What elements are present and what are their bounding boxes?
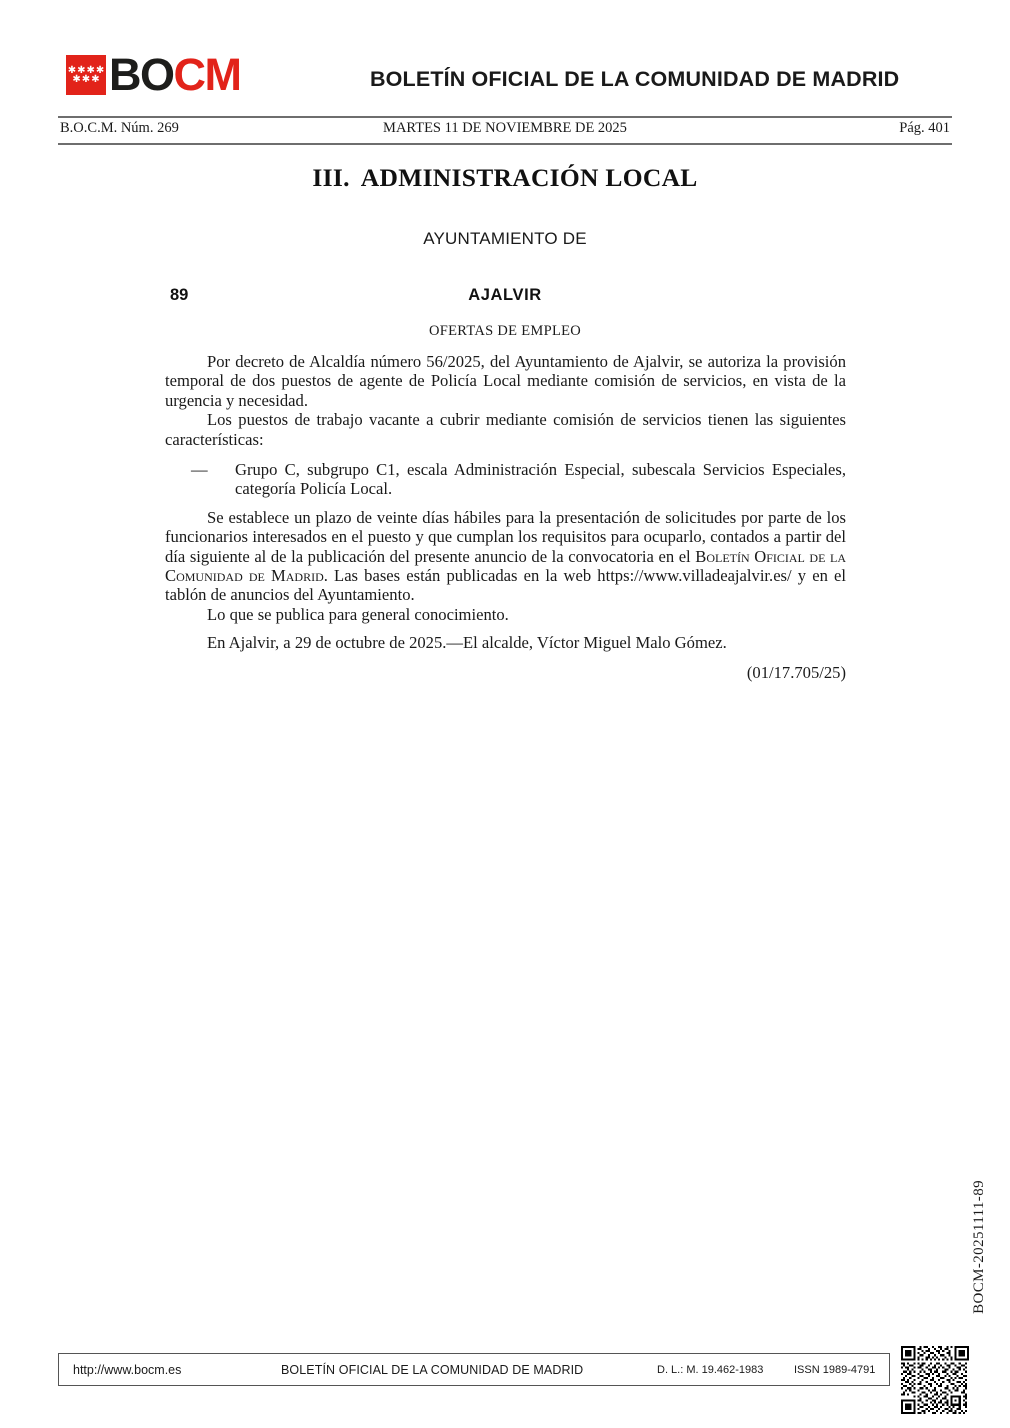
section-title xyxy=(0,163,1010,193)
masthead-title: BOLETÍN OFICIAL DE LA COMUNIDAD DE MADRID xyxy=(370,67,900,91)
paragraph-3 xyxy=(165,508,846,605)
footer-legal-deposit: D. L.: M. 19.462-1983 xyxy=(657,1364,764,1376)
header-rule-top xyxy=(58,116,952,118)
madrid-coat-of-arms-stars-icon: ✱ ✱ ✱ ✱ ✱ ✱ ✱ xyxy=(66,55,106,95)
paragraph-1: Por decreto de Alcaldía número 56/2025, del Ayuntamiento de Ajalvir, se autoriza la provisión temporal de dos puestos de agente de Policía Local mediante comisión de servicios, en vista de la urgencia y necesidad. xyxy=(165,352,846,410)
footer-title: BOLETÍN OFICIAL DE LA COMUNIDAD DE MADRID xyxy=(281,1363,584,1377)
body-column xyxy=(165,352,846,683)
paragraph-4: Lo que se publica para general conocimiento. xyxy=(207,604,509,624)
bocm-logo xyxy=(66,49,241,100)
entry-number: 89 xyxy=(170,286,189,304)
paragraph-2: Los puestos de trabajo vacante a cubrir mediante comisión de servicios tienen las siguientes características: xyxy=(165,410,846,449)
running-head xyxy=(58,120,952,142)
reference-code: (01/17.705/25) xyxy=(746,662,846,682)
running-head-page: Pág. 401 xyxy=(899,120,950,136)
bocm-reference-smallcaps: Boletín Oficial de la Comunidad de Madrid xyxy=(165,546,846,586)
paragraph-3-part-1: Se establece un plazo de veinte días hábiles para la presentación de solicitudes por parte de los funcionarios interesados en el puesto y que cumplan los requisitos para ocuparlo, contados a partir del día siguiente al de la publicación del presente anuncio de la convocatoria en el xyxy=(165,507,846,566)
running-head-date: MARTES 11 DE NOVIEMBRE DE 2025 xyxy=(383,120,627,136)
entry-subtitle: OFERTAS DE EMPLEO xyxy=(428,323,582,339)
paragraph-5: En Ajalvir, a 29 de octubre de 2025.—El alcalde, Víctor Miguel Malo Gómez. xyxy=(207,633,727,653)
organisation-label: AYUNTAMIENTO DE xyxy=(423,229,587,248)
logo-text-bo: BO xyxy=(109,49,174,100)
entry-name: AJALVIR xyxy=(468,286,542,304)
running-head-issue: B.O.C.M. Núm. 269 xyxy=(60,120,179,136)
logo-text-cm: CM xyxy=(173,49,241,100)
document-side-code: BOCM-20251111-89 xyxy=(971,1180,987,1314)
section-number: III. xyxy=(312,163,350,192)
dash-bullet-icon: — xyxy=(191,460,208,480)
qr-code-icon xyxy=(901,1346,969,1414)
footer-issn: ISSN 1989-4791 xyxy=(794,1364,876,1376)
section-title-text: ADMINISTRACIÓN LOCAL xyxy=(360,163,698,192)
header-rule-bottom xyxy=(58,143,952,145)
list-item-text: Grupo C, subgrupo C1, escala Administración Especial, subescala Servicios Especiales, categoría Policía Local. xyxy=(235,460,846,499)
masthead xyxy=(0,44,1010,106)
characteristics-list xyxy=(165,460,846,499)
footer-url[interactable]: http://www.bocm.es xyxy=(73,1363,182,1377)
list-item xyxy=(191,460,846,499)
footer-bar xyxy=(58,1353,890,1386)
paragraph-3-part-2: . Las bases están publicadas en la web https://www.villadeajalvir.es/ y en el tablón de anuncios del Ayuntamiento. xyxy=(165,566,846,605)
